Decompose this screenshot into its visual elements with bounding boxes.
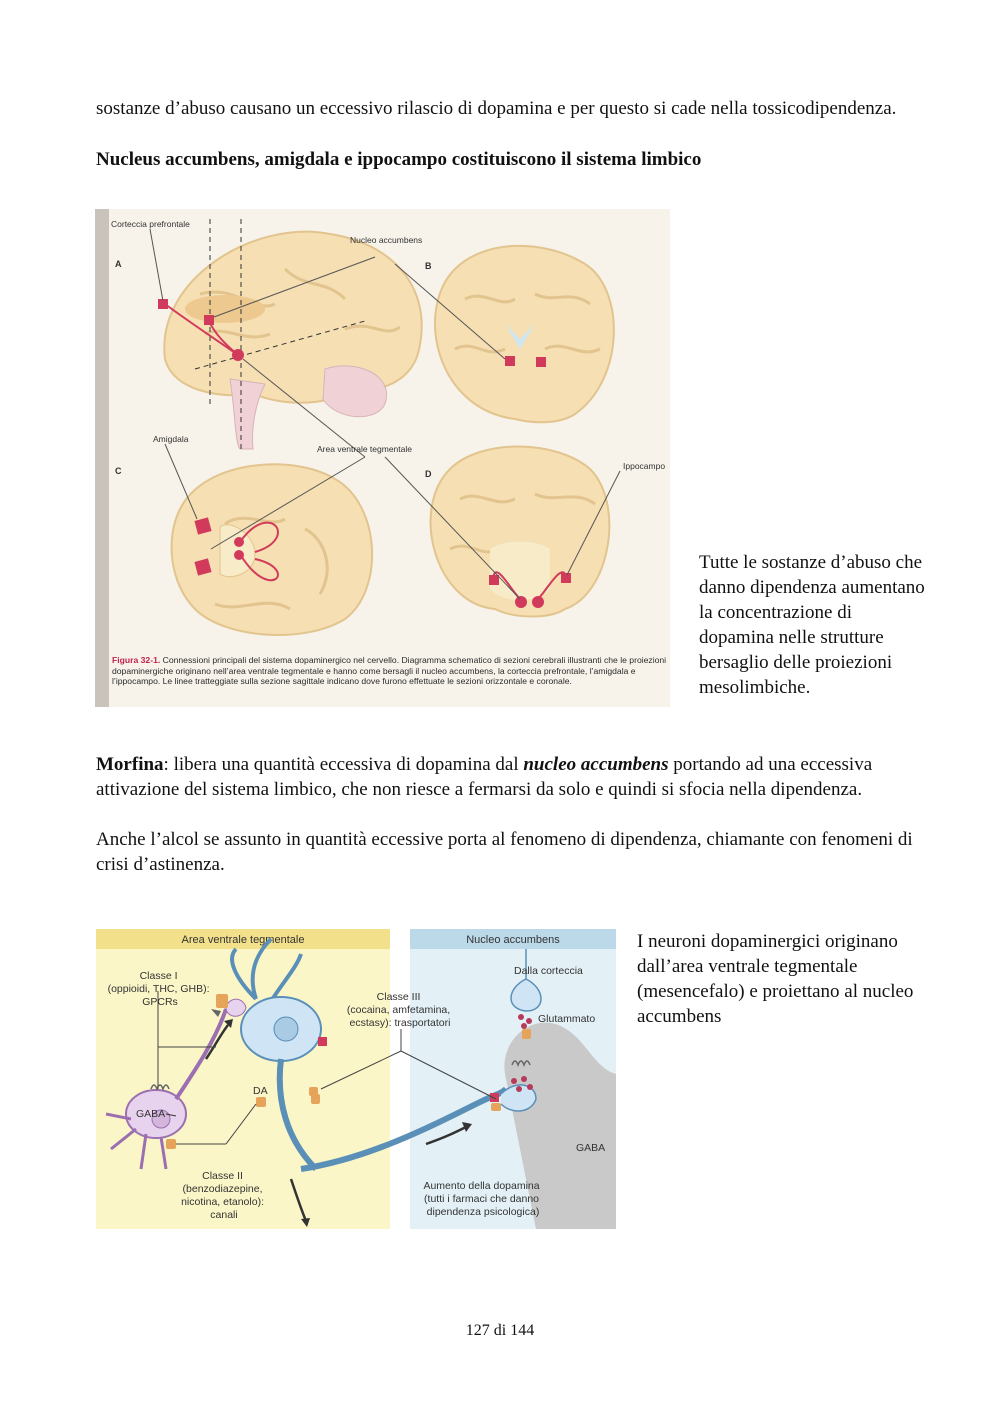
panel-label-b: B	[425, 261, 432, 271]
morfina-label: Morfina	[96, 754, 164, 775]
side-note-dipendenza: Tutte le sostanze d’abuso che danno dipendenza aumentano la concentrazione di dopamina nelle strutture bersaglio delle proiezioni mesolimbiche.	[699, 552, 925, 698]
classe2-line1: Classe II	[202, 1170, 243, 1182]
brain-sections-illustration	[95, 209, 670, 707]
label-glutammato: Glutammato	[538, 1013, 596, 1025]
classe2-line2: (benzodiazepine,	[182, 1183, 263, 1195]
coronal-brain-b	[435, 246, 614, 422]
coronal-brain-d	[431, 447, 610, 617]
label-nucleo: Nucleo accumbens	[350, 235, 423, 245]
label-corteccia: Corteccia prefrontale	[111, 219, 190, 229]
label-area: Area ventrale tegmentale	[317, 444, 412, 454]
label-amigdala: Amigdala	[153, 434, 189, 444]
intro-paragraph: sostanze d’abuso causano un eccessivo rilascio di dopamina e per questo si cade nella tossicodipendenza.	[96, 98, 897, 119]
aumento-line2: (tutti i farmaci che danno	[424, 1193, 540, 1205]
horizontal-brain-c	[172, 464, 373, 635]
morfina-text-a: : libera una quantità eccessiva di dopamina dal	[163, 754, 524, 775]
header-area-ventrale: Area ventrale tegmentale	[181, 934, 305, 946]
aumento-line1: Aumento della dopamina	[423, 1180, 540, 1192]
side-note-neuroni: I neuroni dopaminergici originano dall’area ventrale tegmentale (mesencefalo) e proiettano al nucleo accumbens	[637, 931, 914, 1027]
classe2-line3: nicotina, etanolo):	[181, 1196, 264, 1208]
classe3-line3: ecstasy): trasportatori	[349, 1017, 451, 1029]
aumento-line3: dipendenza psicologica)	[426, 1206, 540, 1218]
caption-text: Connessioni principali del sistema dopaminergico nel cervello. Diagramma schematico di sezioni cerebrali illustranti che le proiezioni dopaminergiche originano nell’area ventrale tegmentale e hanno come bersagli il nucleo accumbens, la corteccia prefrontale, l’amigdala e l’ippocampo. Le linee tratteggiate sulla sezione sagittale indicano dove furono effettuate le sezioni orizzontale e coronale.	[112, 655, 667, 687]
label-gaba-left: GABA	[136, 1108, 166, 1120]
aumento-label	[423, 1180, 542, 1218]
classe1-line1: Classe I	[139, 970, 178, 982]
label-da: DA	[253, 1085, 268, 1097]
label-gaba-right: GABA	[576, 1142, 606, 1154]
figure-caption	[112, 655, 667, 687]
panel-label-d: D	[425, 469, 432, 479]
morfina-paragraph	[96, 752, 926, 802]
classe2-line4: canali	[210, 1209, 238, 1221]
sagittal-brain	[158, 219, 422, 449]
classe1-line3: GPCRs	[142, 996, 178, 1008]
panel-label-c: C	[115, 466, 122, 476]
classe1-line2: (oppioidi, THC, GHB):	[107, 983, 210, 995]
page-number: 127 di 144	[465, 1322, 535, 1339]
panel-label-a: A	[115, 259, 122, 269]
dopamine-pathway-illustration	[96, 929, 616, 1229]
header-nucleo-accumbens: Nucleo accumbens	[466, 934, 560, 946]
classe3-line2: (cocaina, amfetamina,	[346, 1004, 451, 1016]
alcol-paragraph: Anche l’alcol se assunto in quantità eccessive porta al fenomeno di dipendenza, chiamante con fenomeni di crisi d’astinenza.	[96, 829, 913, 875]
caption-title: Figura 32-1.	[112, 655, 161, 665]
dopamine-pathway-figure	[96, 929, 616, 1229]
section-heading: Nucleus accumbens, amigdala e ippocampo costituiscono il sistema limbico	[96, 149, 702, 170]
nucleo-accumbens-emphasis: nucleo accumbens	[523, 754, 669, 775]
classe3-line1: Classe III	[376, 991, 421, 1003]
brain-sections-figure	[95, 209, 670, 707]
label-ippocampo: Ippocampo	[623, 461, 666, 471]
label-dalla-corteccia: Dalla corteccia	[514, 965, 583, 977]
morfina-text-b: portando ad una eccessiva attivazione del sistema limbico, che non riesce a fermarsi da solo e quindi si sfocia nella dipendenza.	[96, 754, 873, 800]
